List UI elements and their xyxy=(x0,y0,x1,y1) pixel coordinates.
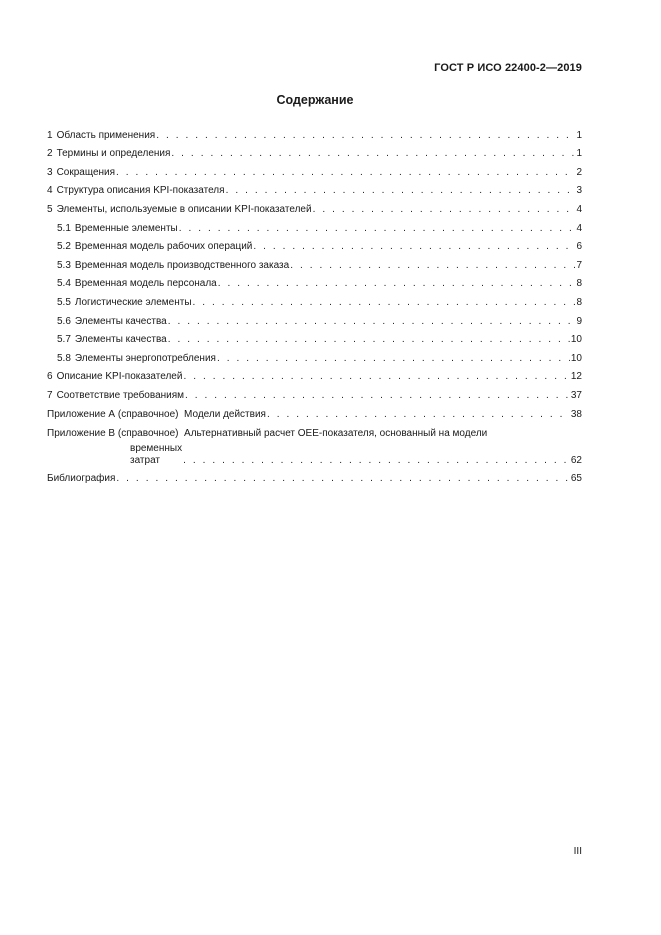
toc-entry-page: 3 xyxy=(576,185,582,197)
toc-entry-number: 5.7 xyxy=(57,334,71,346)
toc-entry[interactable] xyxy=(47,142,582,161)
toc-entry-page: 62 xyxy=(570,454,582,466)
toc-subentry[interactable] xyxy=(47,328,582,347)
toc-entry-number: 5.4 xyxy=(57,278,71,290)
toc-entry-page: 8 xyxy=(576,278,582,290)
toc-entry-page: 4 xyxy=(576,222,582,234)
toc-entry-page: 1 xyxy=(576,129,582,141)
toc-entry-label: Сокращения xyxy=(56,166,116,178)
toc-entry-bibliography[interactable] xyxy=(47,467,582,486)
toc-entry-number: 5.1 xyxy=(57,222,71,234)
toc-entry-label: Приложение А (справочное) Модели действия xyxy=(47,408,266,420)
toc-entry-number: 5.8 xyxy=(57,352,71,364)
toc-entry-number: 7 xyxy=(47,389,53,401)
toc-leader-dots xyxy=(267,409,570,421)
toc-entry[interactable] xyxy=(47,160,582,179)
document-code: ГОСТ Р ИСО 22400-2—2019 xyxy=(434,62,582,74)
toc-leader-dots xyxy=(116,167,575,179)
toc-entry-page: 9 xyxy=(576,315,582,327)
toc-entry-label: Элементы энергопотребления xyxy=(74,352,216,364)
toc-entry-page: 10 xyxy=(570,352,582,364)
toc-entry-page: 65 xyxy=(570,473,582,485)
toc-subentry[interactable] xyxy=(47,235,582,254)
toc-entry-page: 12 xyxy=(570,371,582,383)
toc-leader-dots xyxy=(183,455,570,467)
toc-entry-label-continued: временных затрат xyxy=(130,442,183,466)
toc-entry-annex-a[interactable] xyxy=(47,402,582,421)
toc-leader-dots xyxy=(156,130,575,142)
toc-entry-label: Элементы качества xyxy=(74,334,167,346)
toc-entry-label: Временная модель производственного заказа xyxy=(74,259,290,271)
toc-entry-page: 37 xyxy=(570,389,582,401)
toc-entry-page: 2 xyxy=(576,166,582,178)
toc-leader-dots xyxy=(290,260,575,272)
toc-subentry[interactable] xyxy=(47,216,582,235)
toc-entry-number: 2 xyxy=(47,148,53,160)
toc-entry-number: 5.3 xyxy=(57,259,71,271)
toc-entry-number: 1 xyxy=(47,129,53,141)
toc-entry-page: 6 xyxy=(576,241,582,253)
toc-subentry[interactable] xyxy=(47,272,582,291)
toc-entry[interactable] xyxy=(47,365,582,384)
toc-leader-dots xyxy=(116,473,569,485)
toc-subentry[interactable] xyxy=(47,253,582,272)
toc-entry-label: Временные элементы xyxy=(74,222,178,234)
toc-entry-number: 5.6 xyxy=(57,315,71,327)
toc-entry-label: Логистические элементы xyxy=(74,296,192,308)
toc-leader-dots xyxy=(193,297,576,309)
toc-title: Содержание xyxy=(276,93,354,107)
toc-entry-page: 8 xyxy=(576,296,582,308)
toc-leader-dots xyxy=(217,353,570,365)
page-number: III xyxy=(573,846,582,857)
toc-entry-label: Приложение В (справочное) Альтернативный расчет ОЕЕ-показателя, основанный на модели xyxy=(47,427,488,439)
toc-entry-label: Элементы качества xyxy=(74,315,167,327)
toc-entry-label: Временная модель персонала xyxy=(74,278,217,290)
toc-entry[interactable] xyxy=(47,197,582,216)
toc-entry-number: 3 xyxy=(47,166,53,178)
toc-entry-label: Область применения xyxy=(56,129,156,141)
toc-entry-annex-b[interactable] xyxy=(47,421,582,467)
table-of-contents xyxy=(47,123,582,485)
toc-entry-label: Библиография xyxy=(47,473,116,485)
toc-subentry[interactable] xyxy=(47,309,582,328)
toc-entry-number: 4 xyxy=(47,185,53,197)
toc-leader-dots xyxy=(226,185,576,197)
toc-leader-dots xyxy=(179,223,576,235)
toc-entry-label: Структура описания KPI-показателя xyxy=(56,185,225,197)
toc-leader-dots xyxy=(253,241,575,253)
toc-entry-page: 38 xyxy=(570,408,582,420)
toc-entry-number: 5.2 xyxy=(57,241,71,253)
toc-entry-page: 1 xyxy=(576,148,582,160)
toc-leader-dots xyxy=(168,316,576,328)
toc-subentry[interactable] xyxy=(47,290,582,309)
toc-entry-number: 6 xyxy=(47,371,53,383)
toc-entry-label: Термины и определения xyxy=(56,148,171,160)
toc-leader-dots xyxy=(313,204,576,216)
toc-entry-page: 10 xyxy=(570,334,582,346)
toc-leader-dots xyxy=(168,334,570,346)
toc-entry[interactable] xyxy=(47,123,582,142)
toc-entry-label: Временная модель рабочих операций xyxy=(74,241,253,253)
toc-entry-label: Описание KPI-показателей xyxy=(56,371,183,383)
toc-entry-number: 5 xyxy=(47,203,53,215)
toc-entry[interactable] xyxy=(47,383,582,402)
toc-entry-label: Соответствие требованиям xyxy=(56,389,185,401)
toc-entry-label: Элементы, используемые в описании KPI-показателей xyxy=(56,203,312,215)
toc-entry[interactable] xyxy=(47,179,582,198)
toc-entry-page: 4 xyxy=(576,203,582,215)
toc-subentry[interactable] xyxy=(47,346,582,365)
toc-leader-dots xyxy=(185,390,570,402)
toc-leader-dots xyxy=(218,278,576,290)
toc-leader-dots xyxy=(183,371,569,383)
toc-entry-number: 5.5 xyxy=(57,296,71,308)
toc-entry-page: 7 xyxy=(576,259,582,271)
toc-leader-dots xyxy=(171,148,575,160)
